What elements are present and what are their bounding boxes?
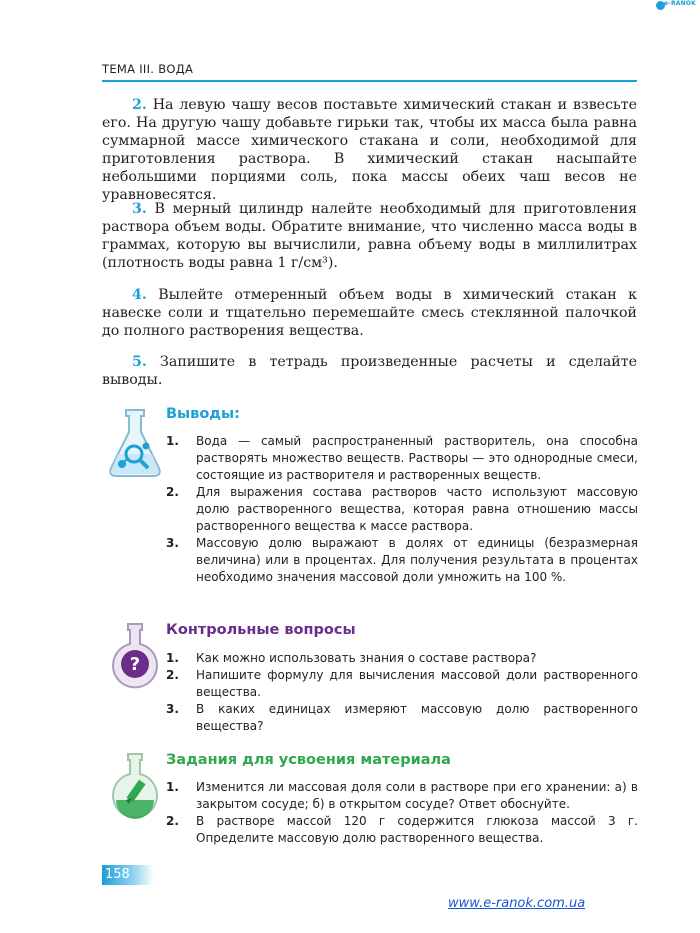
- item-number: 2.: [166, 485, 179, 499]
- page-number: 158: [105, 867, 130, 882]
- tasks-list: [166, 779, 638, 847]
- item-number: 3.: [166, 536, 179, 550]
- list-item: [166, 667, 638, 701]
- item-text: Как можно использовать знания о составе раствора?: [196, 651, 537, 665]
- step-text: Запишите в тетрадь произведенные расчеты и сделайте выводы.: [102, 354, 637, 388]
- page-header: [102, 60, 637, 82]
- questions-list: [166, 650, 638, 735]
- item-number: 2.: [166, 668, 179, 682]
- step-number: 4.: [132, 287, 147, 303]
- list-item: [166, 779, 638, 813]
- item-text: Вода — самый распространенный растворитель, она способна растворять множество веществ. Растворы — это однородные смеси, состоящие из растворителя и растворенных веществ.: [196, 434, 638, 482]
- item-number: 1.: [166, 780, 179, 794]
- step-3: [102, 200, 637, 272]
- step-number: 2.: [132, 97, 147, 113]
- step-text: Вылейте отмеренный объем воды в химический стакан к навеске соли и тщательно перемешайте смесь стеклянной палочкой до полного растворения вещества.: [102, 287, 637, 339]
- flask-question-icon: [106, 620, 164, 694]
- step-4: [102, 286, 637, 340]
- page-number-badge: [102, 865, 154, 885]
- item-number: 1.: [166, 434, 179, 448]
- step-number: 5.: [132, 354, 147, 370]
- step-number: 3.: [132, 201, 147, 217]
- publisher-link[interactable]: www.e-ranok.com.ua: [448, 896, 586, 911]
- list-item: [166, 535, 638, 586]
- item-text: Изменится ли массовая доля соли в растворе при его хранении: а) в закрытом сосуде; б) в открытом сосуде? Ответ обоснуйте.: [196, 780, 638, 811]
- item-number: 2.: [166, 814, 179, 828]
- step-text: На левую чашу весов поставьте химический стакан и взвесьте его. На другую чашу добавьте гирьки так, чтобы их масса была равна суммарной массе химического стакана и соли, необходимой для приготовления раствора. В химический стакан насыпайте небольшими порциями соль, пока массы обеих чаш весов не уравновесятся.: [102, 97, 637, 203]
- step-text: В мерный цилиндр налейте необходимый для приготовления раствора объем воды. Обратите внимание, что численно масса воды в граммах, которую вы вычислили, равна объему воды в миллилитрах (плотность воды равна 1 г/см³).: [102, 201, 637, 271]
- svg-text:?: ?: [129, 654, 141, 675]
- questions-title: Контрольные вопросы: [166, 622, 356, 638]
- flask-pencil-icon: [106, 750, 164, 824]
- item-number: 3.: [166, 702, 179, 716]
- item-text: Для выражения состава растворов часто используют массовую долю растворенного вещества, которая равна отношению массы растворенного вещества к массе раствора.: [196, 485, 638, 533]
- list-item: [166, 433, 638, 484]
- publisher-logo: [656, 0, 696, 12]
- list-item: [166, 484, 638, 535]
- list-item: [166, 701, 638, 735]
- list-item: [166, 650, 638, 667]
- step-5: [102, 353, 637, 389]
- header-title: ТЕМА III. ВОДА: [102, 62, 194, 76]
- item-text: В каких единицах измеряют массовую долю растворенного вещества?: [196, 702, 638, 733]
- item-text: В растворе массой 120 г содержится глюкоза массой 3 г. Определите массовую долю растворенного вещества.: [196, 814, 638, 845]
- conclusions-title: Выводы:: [166, 406, 240, 422]
- step-2: [102, 96, 637, 204]
- item-number: 1.: [166, 651, 179, 665]
- item-text: Напишите формулу для вычисления массовой доли растворенного вещества.: [196, 668, 638, 699]
- item-text: Массовую долю выражают в долях от единицы (безразмерная величина) или в процентах. Для получения результата в процентах необходимо значения массовой доли умножить на 100 %.: [196, 536, 638, 584]
- conclusions-list: [166, 433, 638, 586]
- flask-molecule-icon: [106, 406, 164, 480]
- tasks-title: Задания для усвоения материала: [166, 752, 451, 768]
- logo-text: e-RANOK: [664, 0, 696, 7]
- list-item: [166, 813, 638, 847]
